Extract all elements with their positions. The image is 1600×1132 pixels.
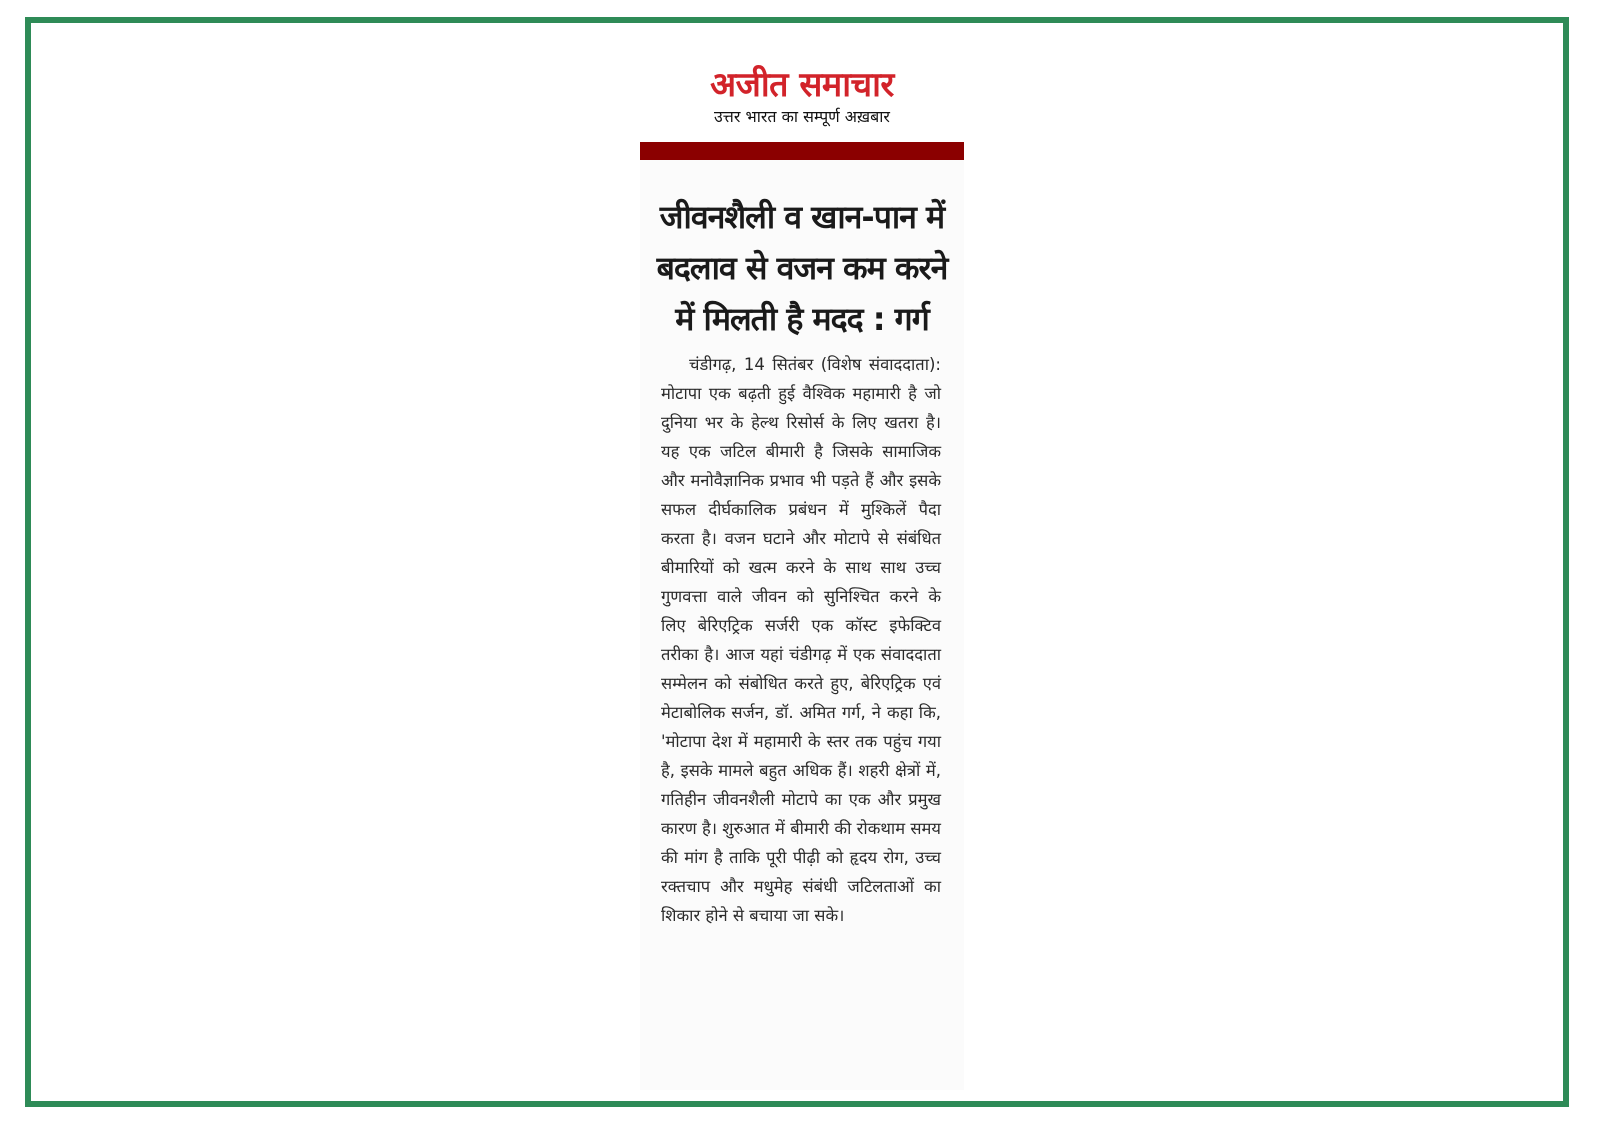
newspaper-tagline: उत्तर भारत का सम्पूर्ण अख़बार xyxy=(714,107,890,126)
newspaper-masthead xyxy=(640,64,964,128)
article-headline: जीवनशैली व खान-पान में बदलाव से वजन कम करने में मिलती है मदद : गर्ग xyxy=(656,198,948,338)
masthead-divider-bar xyxy=(640,142,964,160)
newspaper-logo-title: अजीत समाचार xyxy=(710,65,894,105)
article-body: चंडीगढ़, 14 सितंबर (विशेष संवाददाता): मोटापा एक बढ़ती हुई वैश्विक महामारी है जो दुनिया भर के हेल्थ रिसोर्स के लिए खतरा है। यह एक जटिल बीमारी है जिसके सामाजिक और मनोवैज्ञानिक प्रभाव भी पड़ते हैं और इसके सफल दीर्घकालिक प्रबंधन में मुश्किलें पैदा करता है। वजन घटाने और मोटापे से संबंधित बीमारियों को खत्म करने के साथ साथ उच्च गुणवत्ता वाले जीवन को सुनिश्चित करने के लिए बेरिएट्रिक सर्जरी एक कॉस्ट इफेक्टिव तरीका है। आज यहां चंडीगढ़ में एक संवाददाता सम्मेलन को संबोधित करते हुए, बेरिएट्रिक एवं मेटाबोलिक सर्जन, डॉ. अमित गर्ग, ने कहा कि, 'मोटापा देश में महामारी के स्तर तक पहुंच गया है, इसके मामले बहुत अधिक हैं। शहरी क्षेत्रों में, गतिहीन जीवनशैली मोटापे का एक और प्रमुख कारण है। शुरुआत में बीमारी की रोकथाम समय की मांग है ताकि पूरी पीढ़ी को हृदय रोग, उच्च रक्तचाप और मधुमेह संबंधी जटिलताओं का शिकार होने से बचाया जा सके। xyxy=(661,355,941,925)
